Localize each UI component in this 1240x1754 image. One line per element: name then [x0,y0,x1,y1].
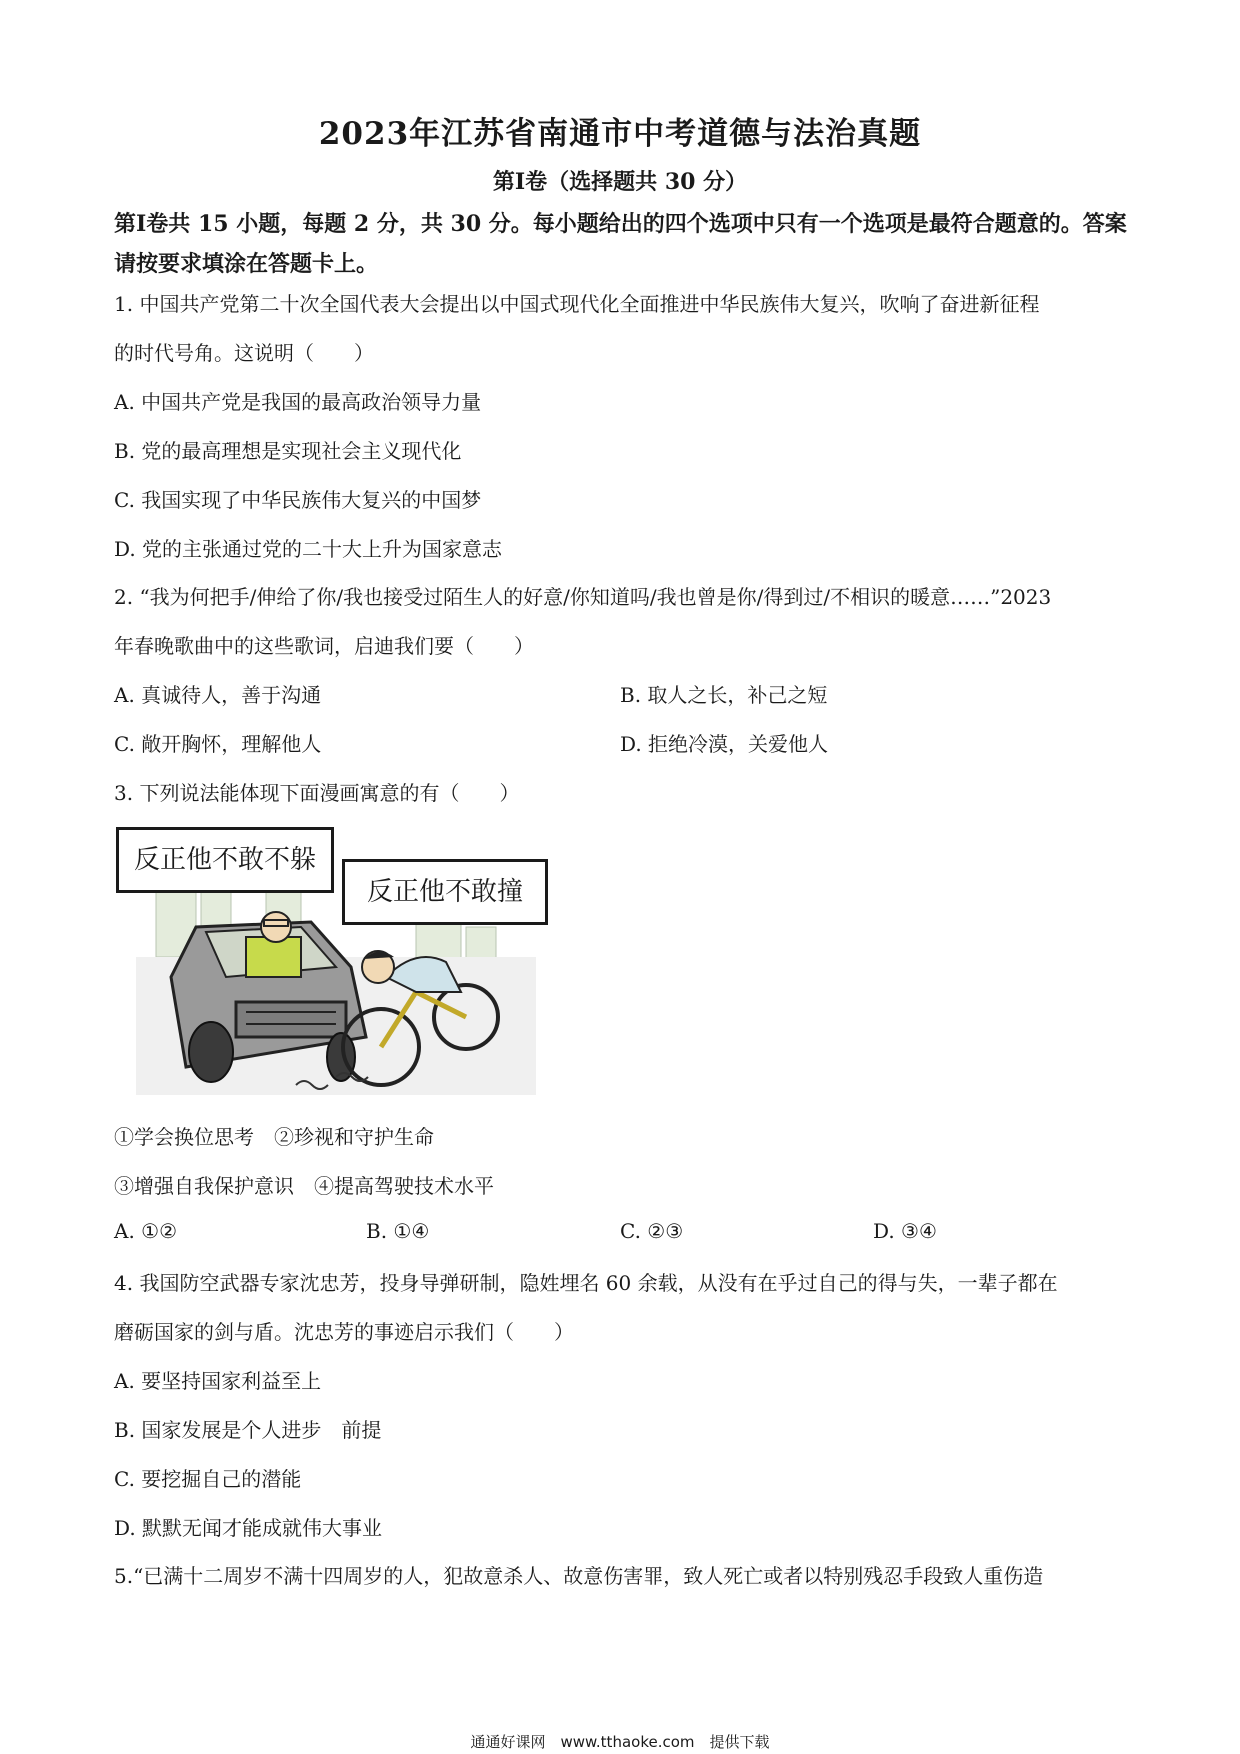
section-instructions: 第Ⅰ卷共 15 小题，每题 2 分，共 30 分。每小题给出的四个选项中只有一个选项是最符合题意的。答案请按要求填涂在答题卡上。 [114,211,1127,277]
q1-stem-line1: 1. 中国共产党第二十次全国代表大会提出以中国式现代化全面推进中华民族伟大复兴，吹响了奋进新征程 [114,292,1040,316]
q2-stem-line2: 年春晚歌曲中的这些歌词，启迪我们要（ ） [114,634,534,658]
driver-speech-bubble: 反正他不敢不躲 [116,827,334,893]
q3-option-a: A. ①② [114,1219,178,1243]
exam-title: 2023年江苏省南通市中考道德与法治真题 [318,116,922,152]
q3-option-c: C. ②③ [620,1219,684,1243]
page-footer: 通通好课网 www.tthaoke.com 提供下载 [470,1733,770,1751]
q3-statements-3-4: ③增强自我保护意识 ④提高驾驶技术水平 [114,1174,494,1198]
q2-option-c: C. 敞开胸怀，理解他人 [114,732,322,756]
q3-option-b: B. ①④ [366,1219,430,1243]
q4-option-a: A. 要坚持国家利益至上 [114,1369,322,1393]
q1-option-c: C. 我国实现了中华民族伟大复兴的中国梦 [114,488,482,512]
q4-option-d: D. 默默无闻才能成就伟大事业 [114,1516,383,1540]
q5-stem-line1: 5.“已满十二周岁不满十四周岁的人，犯故意杀人、故意伤害罪，致人死亡或者以特别残忍手段致人重伤造 [114,1564,1044,1588]
q1-option-d: D. 党的主张通过党的二十大上升为国家意志 [114,537,503,561]
cyclist-speech-bubble: 反正他不敢撞 [342,859,548,925]
q1-option-a: A. 中国共产党是我国的最高政治领导力量 [114,390,482,414]
q2-option-d: D. 拒绝冷漠，关爱他人 [620,732,829,756]
q4-stem-line1: 4. 我国防空武器专家沈忠芳，投身导弹研制，隐姓埋名 60 余载，从没有在乎过自己的得与失，一辈子都在 [114,1271,1058,1295]
q2-option-b: B. 取人之长，补己之短 [620,683,828,707]
traffic-cartoon [116,827,552,1095]
q1-stem-line2: 的时代号角。这说明（ ） [114,341,374,365]
q4-stem-line2: 磨砺国家的剑与盾。沈忠芳的事迹启示我们（ ） [114,1320,574,1344]
q4-option-b: B. 国家发展是个人进步 前提 [114,1418,382,1442]
q3-stem: 3. 下列说法能体现下面漫画寓意的有（ ） [114,781,520,805]
q3-statements-1-2: ①学会换位思考 ②珍视和守护生命 [114,1125,434,1149]
q1-option-b: B. 党的最高理想是实现社会主义现代化 [114,439,462,463]
q4-option-c: C. 要挖掘自己的潜能 [114,1467,302,1491]
q2-option-a: A. 真诚待人，善于沟通 [114,683,322,707]
section-title: 第Ⅰ卷（选择题共 30 分） [492,169,748,195]
q3-option-d: D. ③④ [873,1219,937,1243]
q2-stem-line1: 2. “我为何把手/伸给了你/我也接受过陌生人的好意/你知道吗/我也曾是你/得到过/不相识的暖意……”2023 [114,585,1052,609]
